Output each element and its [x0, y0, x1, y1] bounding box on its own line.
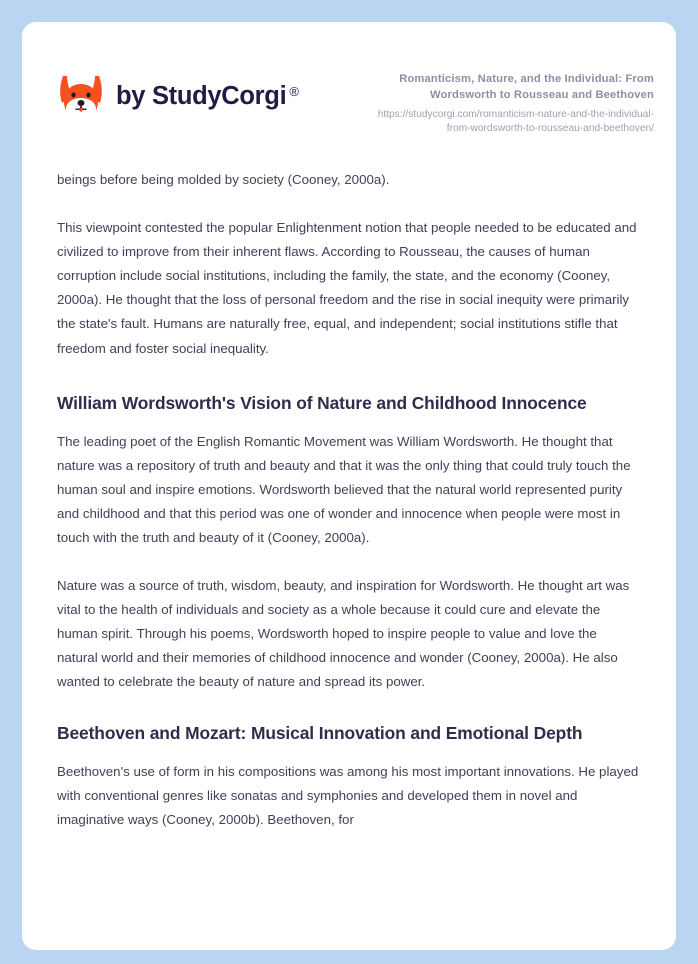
paragraph: The leading poet of the English Romantic Movement was William Wordsworth. He thought that nature was a repository of truth and beauty and that it was the only thing that could truly touch the human soul and inspire emotions. Wordsworth believed that the natural world represented purity and childhood and that this period was one of wonder and innocence when people were most in touch with the truth and beauty of it (Cooney, 2000a). — [57, 433, 631, 546]
brand-wordmark — [116, 84, 299, 110]
registered-trademark-icon: ® — [289, 84, 299, 100]
corgi-logo-icon — [57, 74, 105, 120]
document-meta — [354, 70, 654, 136]
section-heading: Beethoven and Mozart: Musical Innovation and Emotional Depth — [57, 722, 583, 743]
document-title: Romanticism, Nature, and the Individual: From Wordsworth to Rousseau and Beethoven — [399, 73, 654, 101]
section-heading: William Wordsworth's Vision of Nature and Childhood Innocence — [57, 392, 587, 413]
paragraph: This viewpoint contested the popular Enlightenment notion that people needed to be educated and civilized to improve from their inherent flaws. According to Rousseau, the causes of human corruption include social institutions, including the family, the state, and the economy (Cooney, 2000a). He thought that the loss of personal freedom and the rise in social inequity were primarily the state's fault. Humans are naturally free, equal, and independent; social institutions stifle that freedom and foster social inequality. — [57, 219, 637, 356]
brand-wordmark-text: by StudyCorgi — [116, 82, 287, 111]
paragraph: Beethoven's use of form in his compositions was among his most important innovations. He played with conventional genres like sonatas and symphonies and developed them in novel and imaginative ways (Cooney, 2000b). Beethoven, for — [57, 763, 639, 827]
document-source-url[interactable]: https://studycorgi.com/romanticism-nature-and-the-individual-from-wordsworth-to-rousseau-and-beethoven/ — [377, 108, 654, 135]
paragraph: beings before being molded by society (Cooney, 2000a). — [57, 172, 390, 188]
document-card — [22, 22, 676, 950]
document-header — [22, 22, 676, 136]
paragraph: Nature was a source of truth, wisdom, beauty, and inspiration for Wordsworth. He thought art was vital to the health of individuals and society as a whole because it could cure and elevate the human spirit. Through his poems, Wordsworth hoped to inspire people to value and love the natural world and their memories of childhood innocence and wonder (Cooney, 2000a). He also wanted to celebrate the beauty of nature and spread its power. — [57, 577, 630, 690]
studycorgi-brand[interactable] — [57, 70, 299, 120]
article-body — [22, 168, 676, 832]
